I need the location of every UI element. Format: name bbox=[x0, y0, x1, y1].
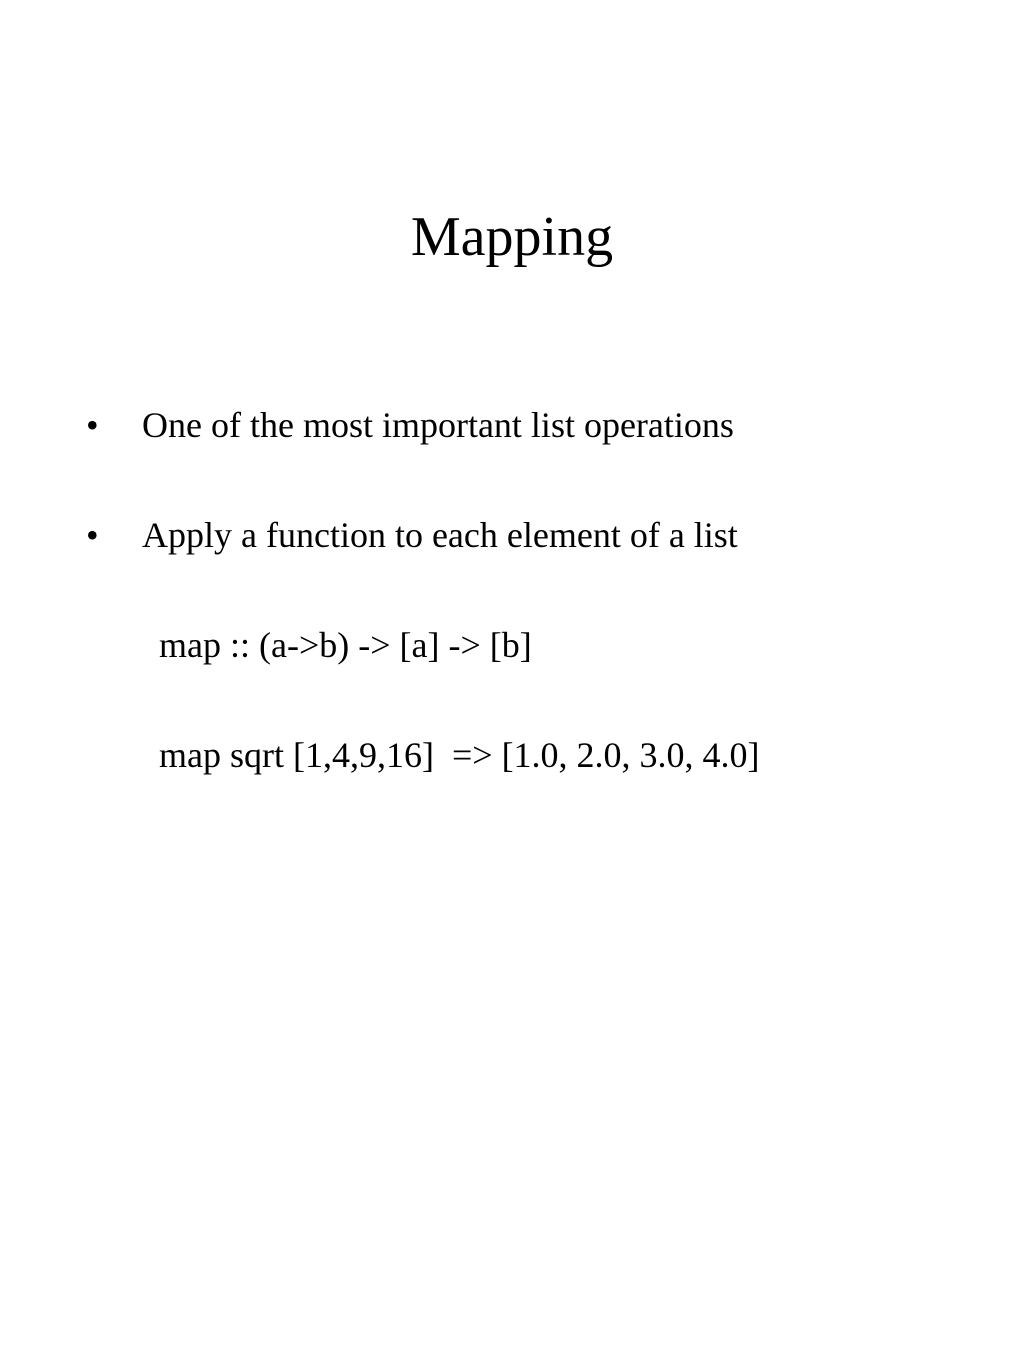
type-signature-line: map :: (a->b) -> [a] -> [b] bbox=[159, 625, 532, 665]
list-item bbox=[86, 513, 738, 557]
bullet-text: One of the most important list operations bbox=[142, 405, 734, 445]
bullet-marker: • bbox=[86, 405, 99, 445]
bullet-text: Apply a function to each element of a list bbox=[142, 515, 738, 555]
bullet-marker: • bbox=[86, 515, 99, 555]
slide-title: Mapping bbox=[410, 206, 614, 268]
example-line: map sqrt [1,4,9,16] => [1.0, 2.0, 3.0, 4.0] bbox=[159, 735, 760, 775]
list-item bbox=[86, 403, 734, 447]
